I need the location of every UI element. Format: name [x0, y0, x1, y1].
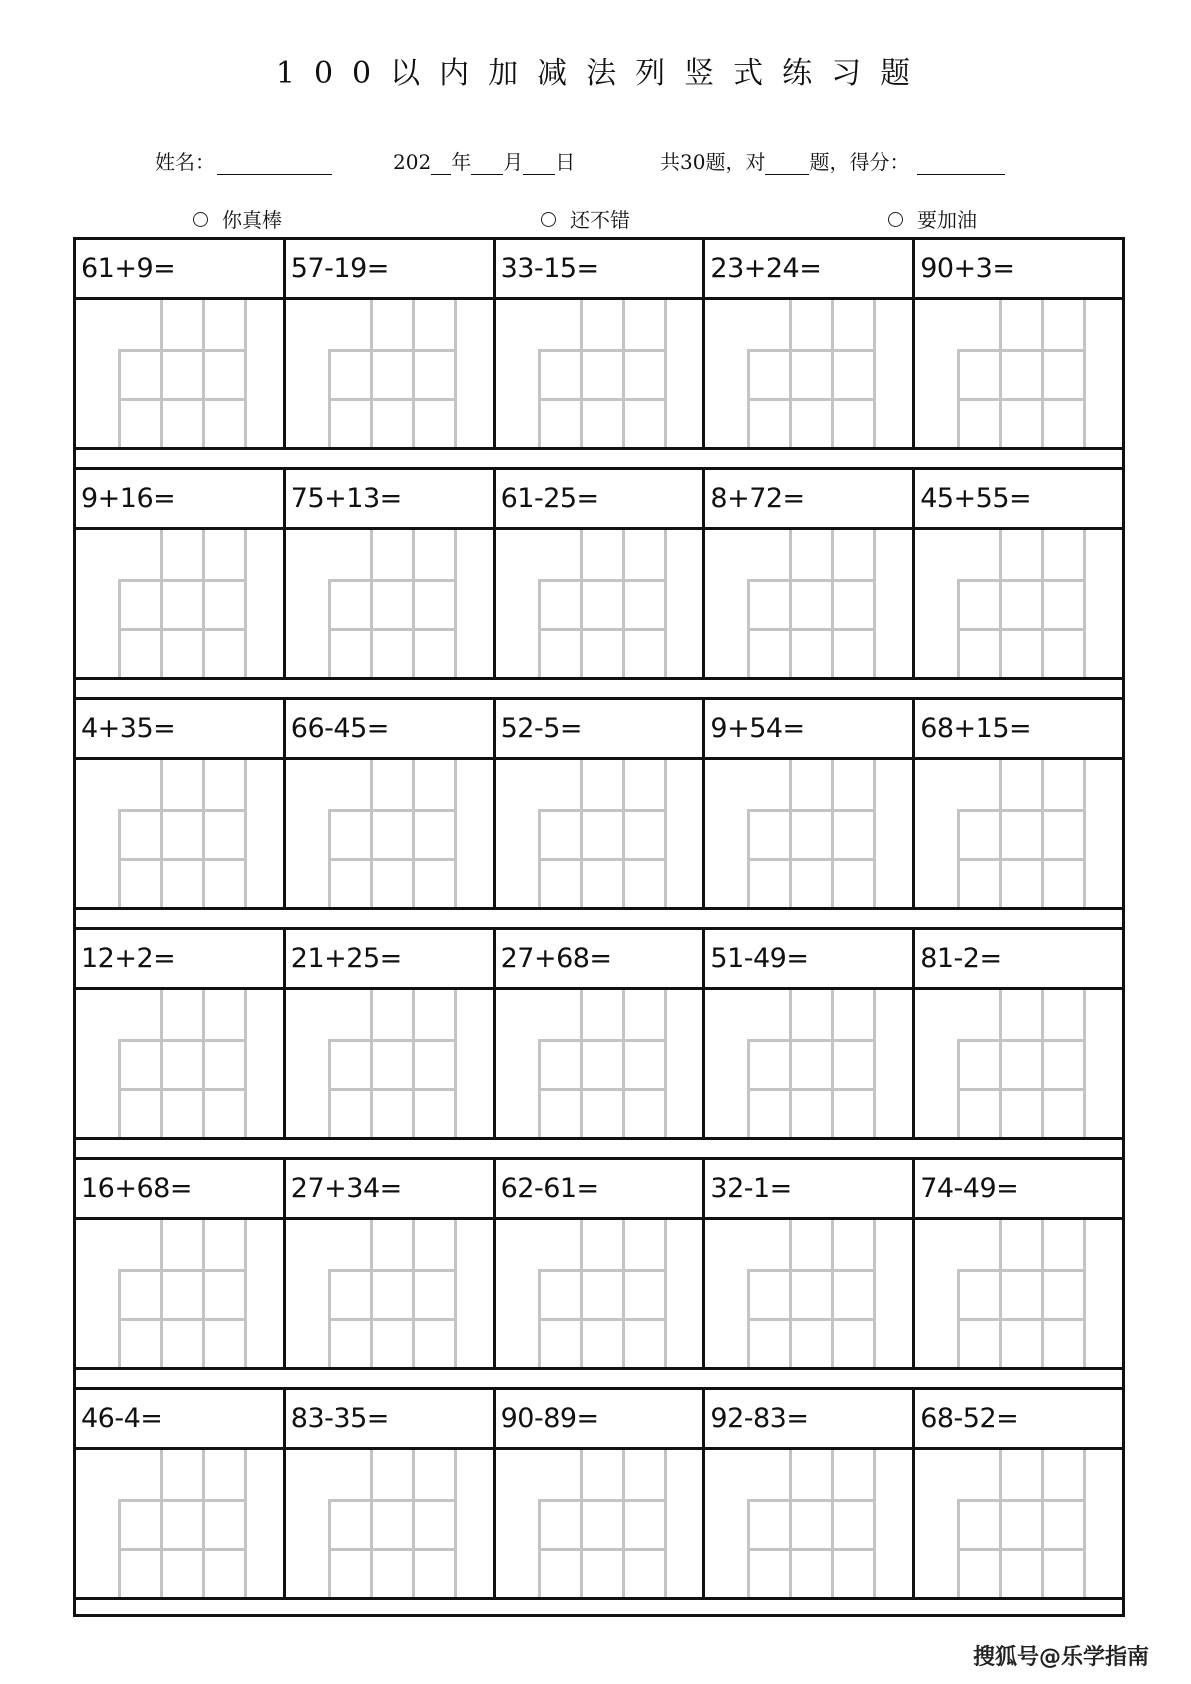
work-area-row: [76, 1220, 1122, 1370]
work-area-row: [76, 990, 1122, 1140]
problem-text: 68+15=: [920, 713, 1032, 744]
vertical-calc-grid[interactable]: [286, 300, 496, 447]
grid-line: [118, 858, 247, 861]
grid-line: [664, 760, 667, 907]
problem-cell: [915, 700, 1122, 757]
grid-line: [1041, 530, 1044, 677]
vertical-calc-grid[interactable]: [705, 530, 915, 677]
grid-line: [538, 628, 667, 631]
grid-line: [118, 1088, 247, 1091]
grid-line: [454, 1220, 457, 1367]
grid-line: [747, 628, 876, 631]
grid-line: [747, 858, 876, 861]
problem-text: 57-19=: [290, 253, 389, 284]
grid-line: [538, 1318, 667, 1321]
grid-line: [1041, 1450, 1044, 1597]
grid-line: [622, 300, 625, 447]
correct-count-blank[interactable]: [765, 154, 809, 175]
problem-cell: [76, 240, 286, 297]
correct-suffix: 题，得分：: [809, 150, 910, 174]
grid-line: [538, 858, 667, 861]
vertical-calc-grid[interactable]: [286, 1220, 496, 1367]
grid-line: [118, 1499, 247, 1502]
problem-text: 33-15=: [500, 253, 599, 284]
grid-line: [160, 300, 163, 447]
grid-line: [999, 760, 1002, 907]
problem-cell: [705, 1390, 915, 1447]
problem-cell: [286, 700, 496, 757]
problem-text: 92-83=: [710, 1403, 809, 1434]
grid-line: [412, 530, 415, 677]
rating-option-great[interactable]: [193, 204, 282, 233]
grid-line: [328, 628, 457, 631]
date-field: [393, 146, 575, 175]
grid-line: [747, 1039, 876, 1042]
grid-line: [789, 1220, 792, 1367]
grid-line: [1041, 760, 1044, 907]
grid-line: [244, 1450, 247, 1597]
grid-line: [370, 300, 373, 447]
grid-line: [202, 1220, 205, 1367]
grid-line: [370, 530, 373, 677]
rating-label: 还不错: [570, 208, 630, 232]
work-area-row: [76, 1450, 1122, 1600]
grid-line: [118, 1318, 247, 1321]
grid-line: [831, 530, 834, 677]
vertical-calc-grid[interactable]: [76, 1220, 286, 1367]
grid-line: [622, 990, 625, 1137]
problem-text: 46-4=: [81, 1403, 163, 1434]
grid-line: [1041, 300, 1044, 447]
grid-line: [328, 1039, 457, 1042]
grid-line: [328, 398, 457, 401]
grid-line: [118, 1039, 247, 1042]
grid-line: [789, 990, 792, 1137]
radio-circle-icon[interactable]: [541, 212, 556, 227]
watermark: 搜狐号@乐学指南: [973, 1645, 1150, 1670]
vertical-calc-grid[interactable]: [915, 990, 1122, 1137]
problem-text: 75+13=: [290, 483, 402, 514]
problem-text: 83-35=: [290, 1403, 389, 1434]
grid-line: [370, 1220, 373, 1367]
grid-line: [1083, 300, 1086, 447]
grid-line: [328, 1499, 457, 1502]
grid-line: [538, 1548, 667, 1551]
problem-cell: [286, 470, 496, 527]
problem-text: 74-49=: [920, 1173, 1019, 1204]
grid-line: [1083, 760, 1086, 907]
day-label: 日: [555, 150, 576, 174]
vertical-calc-grid[interactable]: [496, 1450, 706, 1597]
grid-line: [789, 300, 792, 447]
grid-line: [244, 1220, 247, 1367]
grid-line: [957, 398, 1086, 401]
problem-cell: [496, 1160, 706, 1217]
grid-line: [664, 990, 667, 1137]
year-label: 年: [451, 150, 472, 174]
vertical-calc-grid[interactable]: [76, 530, 286, 677]
grid-line: [454, 760, 457, 907]
grid-line: [328, 579, 457, 582]
vertical-calc-grid[interactable]: [705, 990, 915, 1137]
problem-cell: [76, 700, 286, 757]
grid-line: [957, 1039, 1086, 1042]
problem-cell: [705, 1160, 915, 1217]
problem-cell: [496, 700, 706, 757]
grid-line: [789, 760, 792, 907]
problem-header-row: [76, 927, 1122, 990]
grid-line: [999, 1220, 1002, 1367]
problem-text: 12+2=: [81, 943, 176, 974]
grid-line: [202, 990, 205, 1137]
grid-line: [999, 990, 1002, 1137]
grid-line: [1083, 1220, 1086, 1367]
grid-line: [957, 349, 1086, 352]
grid-line: [118, 809, 247, 812]
grid-line: [412, 300, 415, 447]
grid-line: [538, 349, 667, 352]
problem-text: 21+25=: [290, 943, 402, 974]
vertical-calc-grid[interactable]: [76, 1450, 286, 1597]
total-text: 共30题，对: [660, 150, 766, 174]
grid-line: [580, 530, 583, 677]
problem-text: 51-49=: [710, 943, 809, 974]
vertical-calc-grid[interactable]: [286, 760, 496, 907]
grid-line: [454, 300, 457, 447]
vertical-calc-grid[interactable]: [496, 1220, 706, 1367]
grid-line: [873, 990, 876, 1137]
problem-cell: [496, 1390, 706, 1447]
problem-cell: [915, 470, 1122, 527]
rating-option-try-harder[interactable]: [888, 204, 977, 233]
problem-text: 8+72=: [710, 483, 805, 514]
problem-cell: [76, 470, 286, 527]
grid-line: [328, 1269, 457, 1272]
grid-line: [538, 1269, 667, 1272]
problem-row: [76, 1387, 1122, 1617]
score-field: [660, 146, 1007, 175]
radio-circle-icon[interactable]: [888, 212, 903, 227]
grid-line: [747, 1499, 876, 1502]
grid-line: [747, 1548, 876, 1551]
problem-cell: [76, 1160, 286, 1217]
vertical-calc-grid[interactable]: [705, 300, 915, 447]
grid-line: [118, 1548, 247, 1551]
grid-line: [370, 990, 373, 1137]
grid-line: [538, 398, 667, 401]
grid-line: [622, 1220, 625, 1367]
name-label: 姓名：: [155, 150, 215, 174]
problem-text: 52-5=: [500, 713, 582, 744]
year-blank[interactable]: [431, 154, 451, 175]
grid-line: [831, 300, 834, 447]
grid-line: [580, 1220, 583, 1367]
vertical-calc-grid[interactable]: [915, 1220, 1122, 1367]
problem-text: 61-25=: [500, 483, 599, 514]
grid-line: [328, 809, 457, 812]
vertical-calc-grid[interactable]: [915, 300, 1122, 447]
grid-line: [747, 1269, 876, 1272]
vertical-calc-grid[interactable]: [705, 1220, 915, 1367]
page-title: 100以内加减法列竖式练习题: [275, 56, 930, 91]
problem-cell: [286, 930, 496, 987]
grid-line: [957, 1088, 1086, 1091]
work-area-row: [76, 530, 1122, 680]
problem-text: 61+9=: [81, 253, 176, 284]
grid-line: [747, 809, 876, 812]
problem-text: 9+16=: [81, 483, 176, 514]
problem-header-row: [76, 467, 1122, 530]
grid-line: [789, 530, 792, 677]
grid-line: [957, 1318, 1086, 1321]
name-field: [155, 146, 334, 175]
grid-line: [747, 349, 876, 352]
problem-text: 62-61=: [500, 1173, 599, 1204]
grid-line: [118, 628, 247, 631]
vertical-calc-grid[interactable]: [76, 990, 286, 1137]
problem-cell: [286, 1390, 496, 1447]
rating-option-good[interactable]: [541, 204, 630, 233]
grid-line: [118, 349, 247, 352]
grid-line: [747, 398, 876, 401]
grid-line: [999, 1450, 1002, 1597]
problem-text: 68-52=: [920, 1403, 1019, 1434]
vertical-calc-grid[interactable]: [286, 1450, 496, 1597]
problem-header-row: [76, 697, 1122, 760]
vertical-calc-grid[interactable]: [76, 300, 286, 447]
grid-line: [202, 760, 205, 907]
worksheet-table: [73, 237, 1125, 1617]
grid-line: [747, 1088, 876, 1091]
vertical-calc-grid[interactable]: [496, 760, 706, 907]
grid-line: [999, 530, 1002, 677]
grid-line: [873, 1450, 876, 1597]
grid-line: [831, 990, 834, 1137]
day-blank[interactable]: [523, 154, 555, 175]
grid-line: [538, 1088, 667, 1091]
vertical-calc-grid[interactable]: [915, 1450, 1122, 1597]
grid-line: [622, 760, 625, 907]
problem-cell: [286, 1160, 496, 1217]
problem-header-row: [76, 240, 1122, 300]
grid-line: [454, 530, 457, 677]
grid-line: [370, 1450, 373, 1597]
grid-line: [1083, 990, 1086, 1137]
grid-line: [328, 1548, 457, 1551]
grid-line: [454, 1450, 457, 1597]
grid-line: [957, 809, 1086, 812]
grid-line: [160, 1450, 163, 1597]
rating-label: 要加油: [917, 208, 977, 232]
problem-cell: [496, 240, 706, 297]
grid-line: [1041, 990, 1044, 1137]
problem-text: 9+54=: [710, 713, 805, 744]
grid-line: [664, 1450, 667, 1597]
grid-line: [831, 760, 834, 907]
grid-line: [370, 760, 373, 907]
grid-line: [580, 990, 583, 1137]
vertical-calc-grid[interactable]: [76, 760, 286, 907]
grid-line: [202, 530, 205, 677]
grid-line: [244, 990, 247, 1137]
vertical-calc-grid[interactable]: [915, 760, 1122, 907]
problem-header-row: [76, 1157, 1122, 1220]
grid-line: [412, 760, 415, 907]
work-area-row: [76, 760, 1122, 910]
grid-line: [160, 760, 163, 907]
grid-line: [957, 858, 1086, 861]
grid-line: [831, 1220, 834, 1367]
grid-line: [622, 1450, 625, 1597]
problem-row: [76, 697, 1122, 927]
grid-line: [244, 530, 247, 677]
problem-text: 4+35=: [81, 713, 176, 744]
grid-line: [957, 579, 1086, 582]
grid-line: [831, 1450, 834, 1597]
problem-cell: [705, 930, 915, 987]
year-prefix: 202: [393, 150, 432, 174]
problem-row: [76, 927, 1122, 1157]
month-label: 月: [503, 150, 524, 174]
grid-line: [999, 300, 1002, 447]
grid-line: [328, 1088, 457, 1091]
grid-line: [1083, 530, 1086, 677]
grid-line: [244, 760, 247, 907]
vertical-calc-grid[interactable]: [286, 990, 496, 1137]
problem-cell: [705, 240, 915, 297]
grid-line: [957, 1499, 1086, 1502]
grid-line: [454, 990, 457, 1137]
grid-line: [664, 1220, 667, 1367]
problem-row: [76, 467, 1122, 697]
grid-line: [873, 1220, 876, 1367]
grid-line: [1083, 1450, 1086, 1597]
grid-line: [747, 579, 876, 582]
grid-line: [412, 990, 415, 1137]
problem-text: 23+24=: [710, 253, 822, 284]
grid-line: [328, 349, 457, 352]
grid-line: [789, 1450, 792, 1597]
vertical-calc-grid[interactable]: [705, 760, 915, 907]
problem-text: 27+68=: [500, 943, 612, 974]
grid-line: [412, 1220, 415, 1367]
grid-line: [244, 300, 247, 447]
problem-cell: [76, 930, 286, 987]
problem-text: 81-2=: [920, 943, 1002, 974]
problem-cell: [705, 470, 915, 527]
problem-cell: [915, 240, 1122, 297]
vertical-calc-grid[interactable]: [496, 990, 706, 1137]
problem-cell: [915, 1390, 1122, 1447]
problem-text: 27+34=: [290, 1173, 402, 1204]
problem-text: 90+3=: [920, 253, 1015, 284]
problem-text: 66-45=: [290, 713, 389, 744]
problem-cell: [705, 700, 915, 757]
problem-cell: [915, 1160, 1122, 1217]
problem-cell: [76, 1390, 286, 1447]
problem-header-row: [76, 1387, 1122, 1450]
vertical-calc-grid[interactable]: [705, 1450, 915, 1597]
grid-line: [412, 1450, 415, 1597]
grid-line: [118, 1269, 247, 1272]
grid-line: [160, 1220, 163, 1367]
problem-cell: [915, 930, 1122, 987]
grid-line: [1041, 1220, 1044, 1367]
grid-line: [538, 579, 667, 582]
grid-line: [873, 530, 876, 677]
vertical-calc-grid[interactable]: [915, 530, 1122, 677]
grid-line: [747, 1318, 876, 1321]
grid-line: [580, 1450, 583, 1597]
grid-line: [664, 300, 667, 447]
problem-row: [76, 237, 1122, 467]
grid-line: [664, 530, 667, 677]
grid-line: [873, 760, 876, 907]
rating-label: 你真棒: [222, 208, 282, 232]
grid-line: [160, 530, 163, 677]
grid-line: [622, 530, 625, 677]
grid-line: [538, 809, 667, 812]
radio-circle-icon[interactable]: [193, 212, 208, 227]
problem-cell: [496, 470, 706, 527]
name-blank[interactable]: [217, 154, 332, 175]
grid-line: [957, 628, 1086, 631]
score-blank[interactable]: [917, 154, 1005, 175]
grid-line: [118, 398, 247, 401]
grid-line: [202, 300, 205, 447]
problem-cell: [496, 930, 706, 987]
grid-line: [538, 1039, 667, 1042]
grid-line: [538, 1499, 667, 1502]
vertical-calc-grid[interactable]: [286, 530, 496, 677]
grid-line: [873, 300, 876, 447]
problem-text: 16+68=: [81, 1173, 192, 1204]
work-area-row: [76, 300, 1122, 450]
problem-row: [76, 1157, 1122, 1387]
grid-line: [202, 1450, 205, 1597]
problem-text: 32-1=: [710, 1173, 792, 1204]
vertical-calc-grid[interactable]: [496, 300, 706, 447]
grid-line: [580, 760, 583, 907]
vertical-calc-grid[interactable]: [496, 530, 706, 677]
grid-line: [328, 858, 457, 861]
problem-text: 90-89=: [500, 1403, 599, 1434]
problem-text: 45+55=: [920, 483, 1032, 514]
problem-cell: [286, 240, 496, 297]
grid-line: [580, 300, 583, 447]
grid-line: [160, 990, 163, 1137]
grid-line: [118, 579, 247, 582]
grid-line: [328, 1318, 457, 1321]
month-blank[interactable]: [471, 154, 503, 175]
grid-line: [957, 1548, 1086, 1551]
grid-line: [957, 1269, 1086, 1272]
